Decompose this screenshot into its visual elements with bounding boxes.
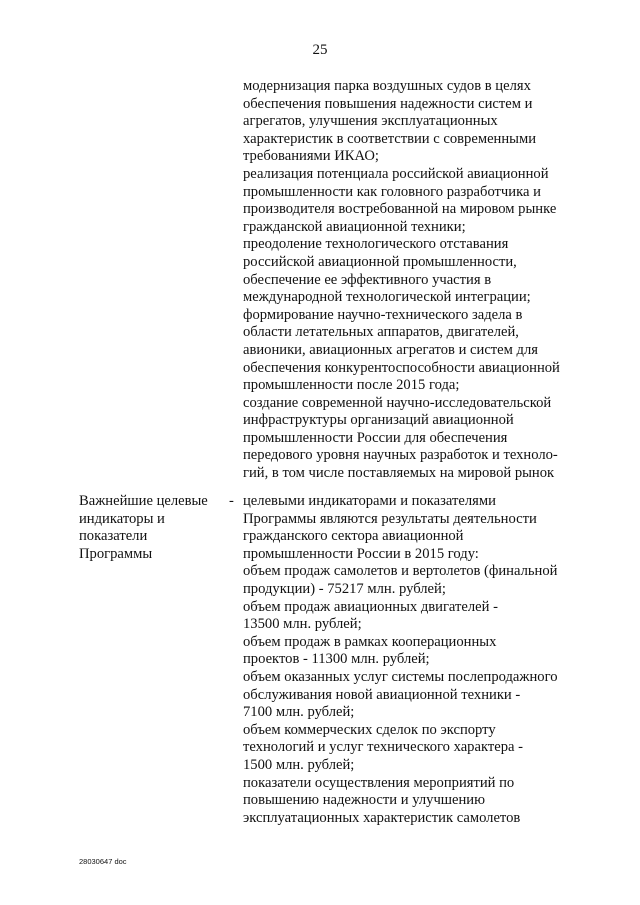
text-line: промышленности как головного разработчика и [243, 183, 541, 200]
text-line: гий, в том числе поставляемых на мировой рынок [243, 465, 555, 482]
text-line: обеспечения повышения надежности систем и [243, 95, 533, 112]
text-line: преодоление технологического отставания [243, 236, 509, 253]
text-line: международной технологической интеграции; [243, 289, 531, 306]
text-line: промышленности после 2015 года; [243, 377, 460, 394]
text-line: создание современной научно-исследовательской [243, 394, 552, 411]
text-line: реализация потенциала российской авиационной [243, 165, 549, 182]
text-line: продукции) - 75217 млн. рублей; [243, 580, 446, 597]
text-line: промышленности России для обеспечения [243, 429, 508, 446]
text-line: российской авиационной промышленности, [243, 253, 517, 270]
text-line: повышению надежности и улучшению [243, 792, 486, 809]
text-line: гражданской авиационной техники; [243, 218, 466, 235]
text-line: объем продаж самолетов и вертолетов (финальной [243, 563, 558, 580]
text-line: проектов - 11300 млн. рублей; [243, 651, 430, 668]
text-line: объем оказанных услуг системы послепродажного [243, 668, 558, 685]
label-dash: - [229, 493, 234, 509]
page-number: 25 [312, 42, 328, 58]
text-line: инфраструктуры организаций авиационной [243, 412, 514, 429]
text-line: технологий и услуг технического характера - [243, 739, 523, 756]
text-line: требованиями ИКАО; [243, 148, 379, 165]
text-line: показатели осуществления мероприятий по [243, 774, 515, 791]
text-line: обеспечение ее эффективного участия в [243, 271, 492, 288]
label-line: Программы [79, 545, 153, 562]
text-line: агрегатов, улучшения эксплуатационных [243, 113, 498, 130]
text-line: 13500 млн. рублей; [243, 616, 362, 633]
text-line: объем продаж в рамках кооперационных [243, 633, 497, 650]
text-line: характеристик в соответствии с современными [243, 130, 537, 147]
text-line: объем продаж авиационных двигателей - [243, 598, 498, 615]
indicators-section-label [79, 493, 229, 563]
objectives-continued-text [243, 78, 588, 483]
document-code: 28030647 doc [79, 857, 127, 866]
text-line: объем коммерческих сделок по экспорту [243, 721, 496, 738]
text-line: промышленности России в 2015 году: [243, 545, 479, 562]
text-line: производителя востребованной на мировом рынке [243, 201, 557, 218]
text-line: гражданского сектора авиационной [243, 528, 464, 545]
text-line: 1500 млн. рублей; [243, 756, 355, 773]
text-line: обеспечения конкурентоспособности авиационной [243, 359, 560, 376]
label-line: Важнейшие целевые [79, 493, 208, 509]
text-line: 7100 млн. рублей; [243, 704, 355, 721]
text-line: формирование научно-технического задела в [243, 306, 523, 323]
label-line: индикаторы и [79, 510, 165, 527]
text-line: обслуживания новой авиационной техники - [243, 686, 521, 703]
text-line: передового уровня научных разработок и техноло- [243, 447, 558, 464]
label-line: показатели [79, 528, 148, 545]
text-line: области летательных аппаратов, двигателей, [243, 324, 519, 341]
text-line: эксплуатационных характеристик самолетов [243, 809, 521, 826]
text-line: целевыми индикаторами и показателями [243, 493, 496, 509]
text-line: авионики, авиационных агрегатов и систем для [243, 341, 538, 358]
indicators-text [243, 493, 588, 827]
text-line: Программы являются результаты деятельности [243, 510, 537, 527]
text-line: модернизация парка воздушных судов в целях [243, 78, 531, 94]
